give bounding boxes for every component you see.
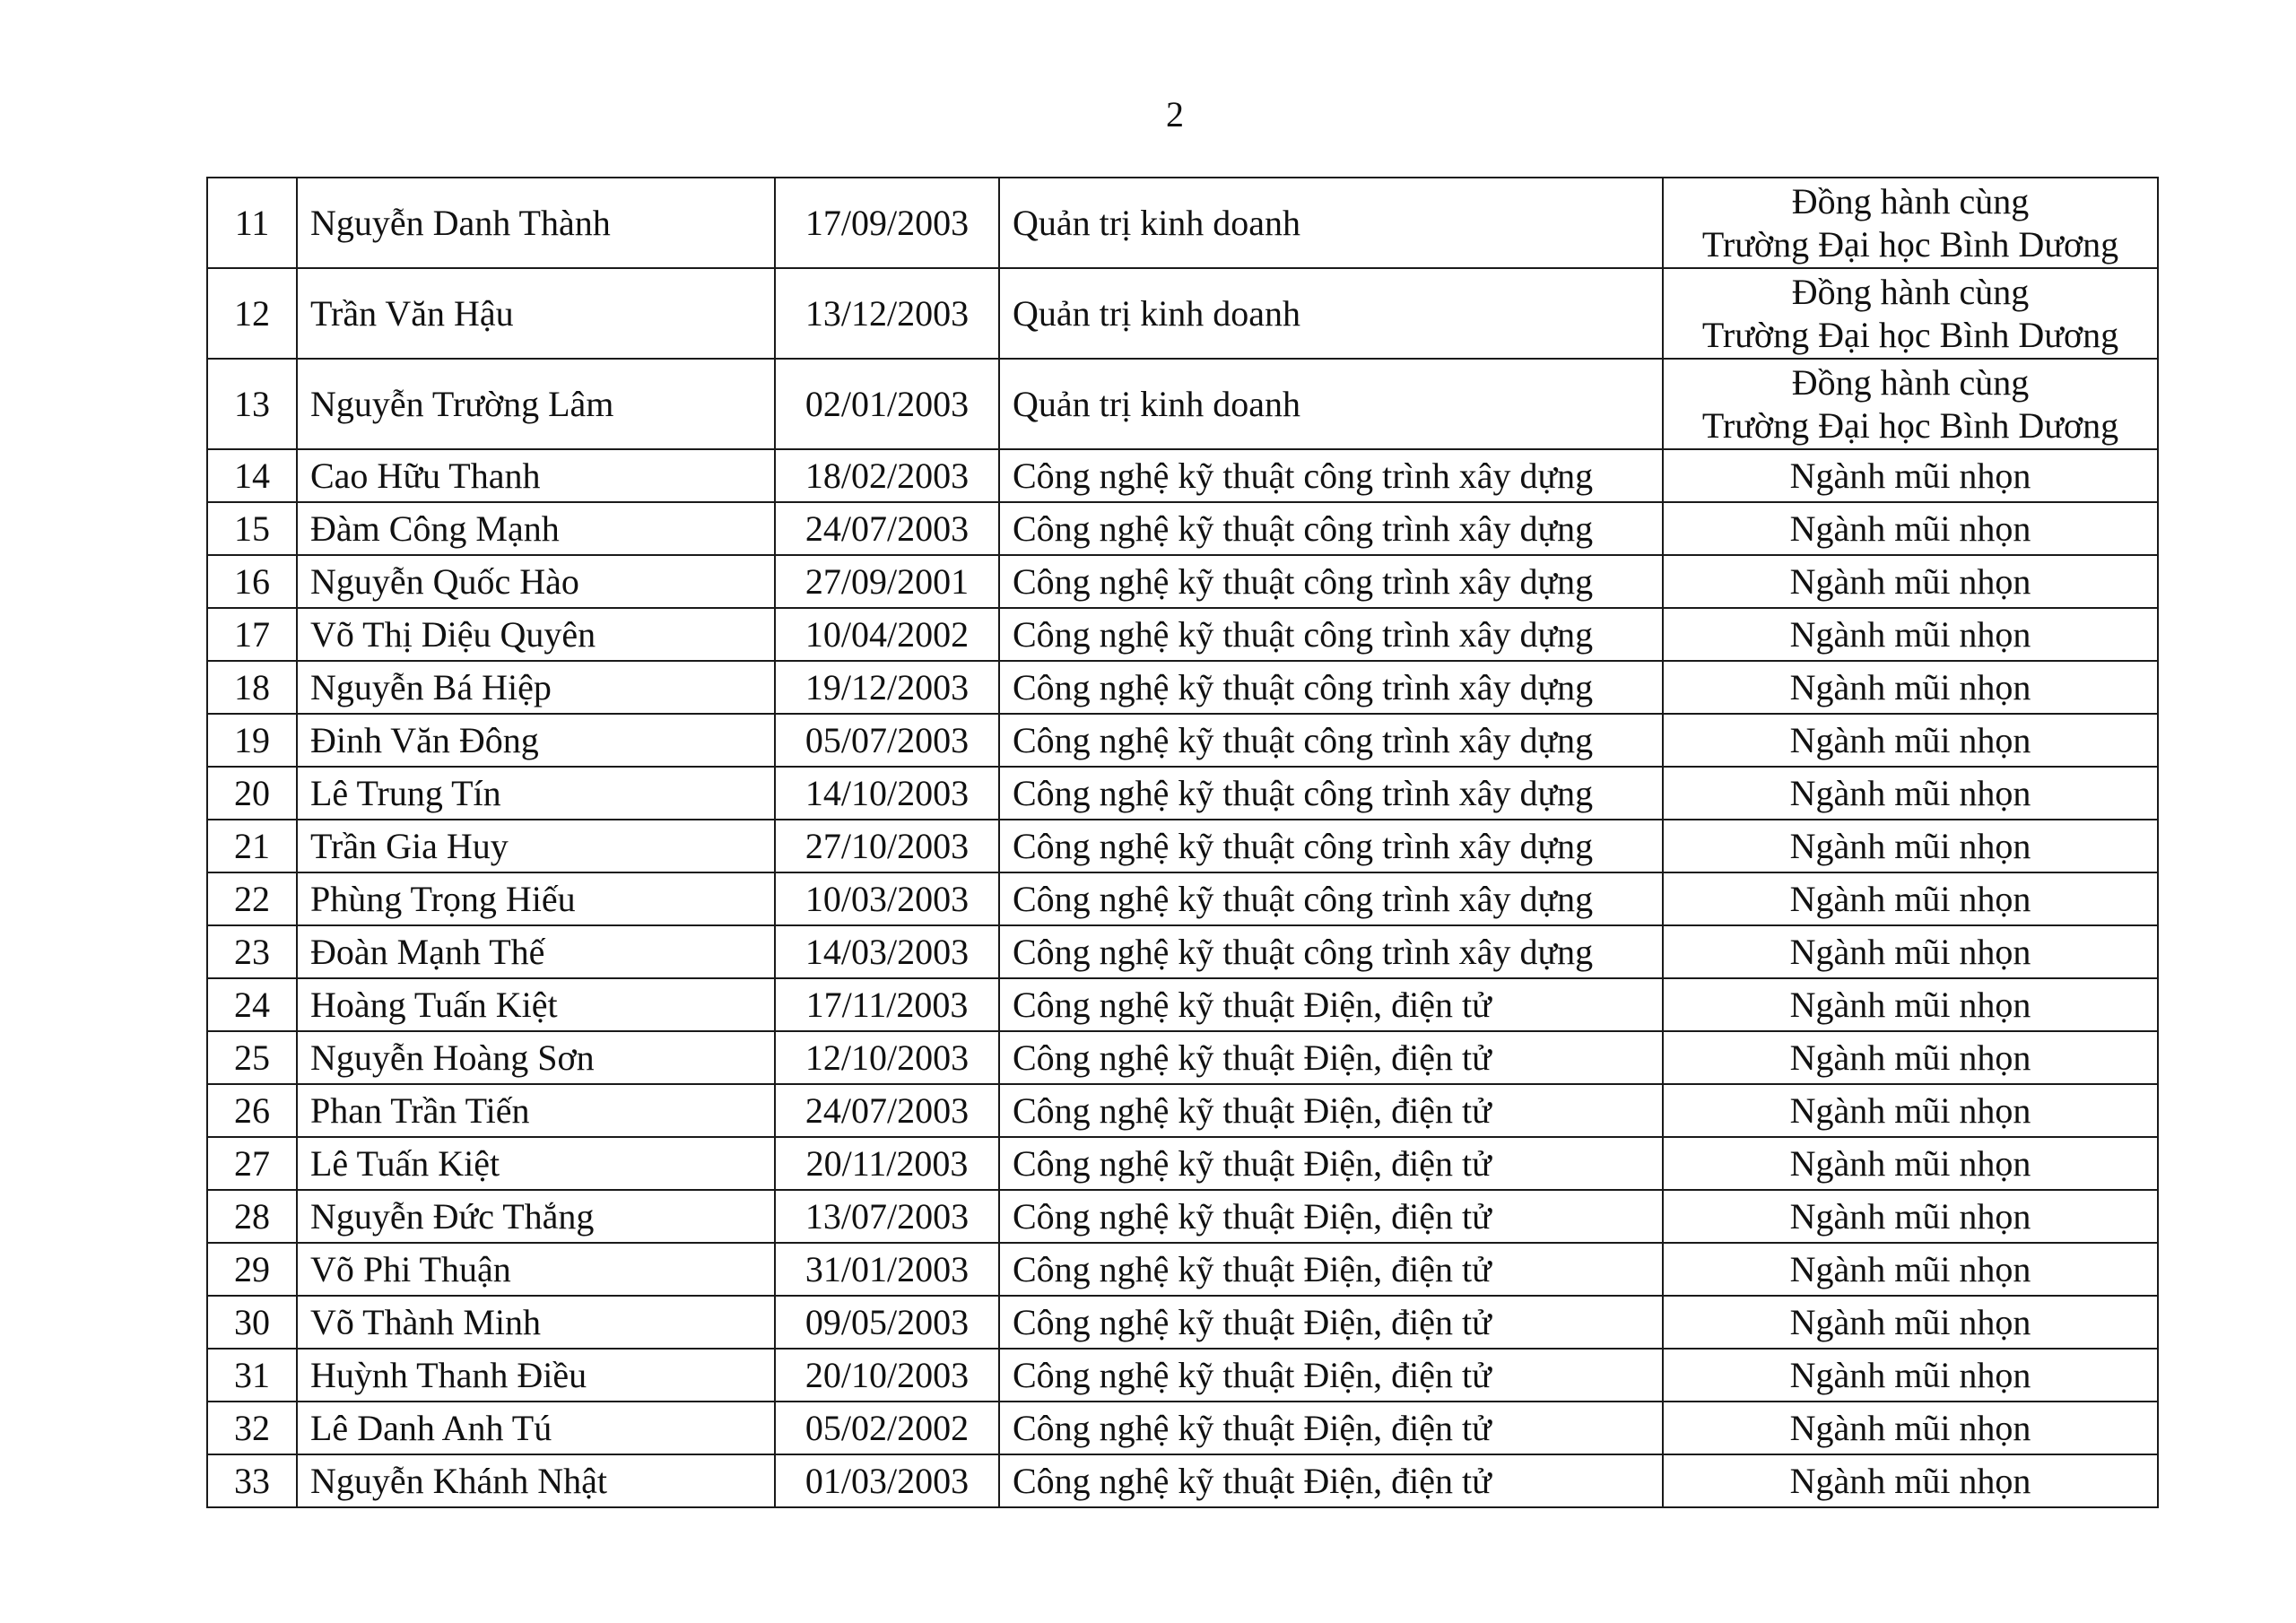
table-row [207,767,2158,820]
table-row [207,555,2158,608]
note-line-2: Trường Đại học Bình Dương [1701,223,2119,265]
student-table-body [207,178,2158,1507]
date-of-birth: 05/02/2002 [775,1402,999,1454]
major: Công nghệ kỹ thuật Điện, điện tử [999,1084,1663,1137]
note: Ngành mũi nhọn [1663,820,2158,872]
note: Ngành mũi nhọn [1663,1296,2158,1349]
note: Ngành mũi nhọn [1663,661,2158,714]
row-number: 13 [207,359,297,449]
row-number: 29 [207,1243,297,1296]
major: Quản trị kinh doanh [999,268,1663,359]
row-number: 19 [207,714,297,767]
table-row [207,1243,2158,1296]
page-number: 2 [1166,94,1184,135]
date-of-birth: 05/07/2003 [775,714,999,767]
note-line-1: Đồng hành cùng [1791,271,2030,312]
table-row [207,661,2158,714]
note: Ngành mũi nhọn [1663,449,2158,502]
student-name: Nguyễn Quốc Hào [297,555,775,608]
table-row [207,872,2158,925]
date-of-birth: 27/09/2001 [775,555,999,608]
student-name: Trần Văn Hậu [297,268,775,359]
student-name: Phan Trần Tiến [297,1084,775,1137]
student-name: Cao Hữu Thanh [297,449,775,502]
row-number: 16 [207,555,297,608]
student-name: Nguyễn Danh Thành [297,178,775,268]
table-row [207,1190,2158,1243]
row-number: 15 [207,502,297,555]
major: Công nghệ kỹ thuật công trình xây dựng [999,608,1663,661]
table-row [207,1084,2158,1137]
row-number: 30 [207,1296,297,1349]
note: Ngành mũi nhọn [1663,608,2158,661]
note: Ngành mũi nhọn [1663,714,2158,767]
row-number: 23 [207,925,297,978]
row-number: 11 [207,178,297,268]
major: Công nghệ kỹ thuật Điện, điện tử [999,1190,1663,1243]
table-row [207,1349,2158,1402]
row-number: 22 [207,872,297,925]
major: Công nghệ kỹ thuật Điện, điện tử [999,1137,1663,1190]
note: Ngành mũi nhọn [1663,1084,2158,1137]
student-name: Đàm Công Mạnh [297,502,775,555]
major: Công nghệ kỹ thuật Điện, điện tử [999,978,1663,1031]
note-line-1: Đồng hành cùng [1791,180,2030,221]
note: Ngành mũi nhọn [1663,767,2158,820]
note: Ngành mũi nhọn [1663,1031,2158,1084]
row-number: 14 [207,449,297,502]
student-name: Lê Trung Tín [297,767,775,820]
note: Ngành mũi nhọn [1663,1349,2158,1402]
major: Quản trị kinh doanh [999,178,1663,268]
major: Công nghệ kỹ thuật Điện, điện tử [999,1349,1663,1402]
student-name: Lê Danh Anh Tú [297,1402,775,1454]
date-of-birth: 13/07/2003 [775,1190,999,1243]
student-table [206,177,2159,1508]
major: Công nghệ kỹ thuật công trình xây dựng [999,925,1663,978]
table-row [207,268,2158,359]
major: Công nghệ kỹ thuật công trình xây dựng [999,555,1663,608]
note-line-2: Trường Đại học Bình Dương [1701,314,2119,355]
table-row [207,608,2158,661]
major: Công nghệ kỹ thuật công trình xây dựng [999,449,1663,502]
row-number: 12 [207,268,297,359]
note [1663,359,2158,449]
date-of-birth: 24/07/2003 [775,1084,999,1137]
student-name: Huỳnh Thanh Điều [297,1349,775,1402]
date-of-birth: 20/11/2003 [775,1137,999,1190]
note: Ngành mũi nhọn [1663,1454,2158,1507]
major: Công nghệ kỹ thuật công trình xây dựng [999,767,1663,820]
student-name: Hoàng Tuấn Kiệt [297,978,775,1031]
date-of-birth: 14/10/2003 [775,767,999,820]
date-of-birth: 12/10/2003 [775,1031,999,1084]
table-row [207,978,2158,1031]
table-row [207,1454,2158,1507]
row-number: 25 [207,1031,297,1084]
row-number: 21 [207,820,297,872]
note: Ngành mũi nhọn [1663,1243,2158,1296]
table-row [207,925,2158,978]
student-name: Phùng Trọng Hiếu [297,872,775,925]
date-of-birth: 20/10/2003 [775,1349,999,1402]
major: Công nghệ kỹ thuật Điện, điện tử [999,1031,1663,1084]
date-of-birth: 02/01/2003 [775,359,999,449]
major: Quản trị kinh doanh [999,359,1663,449]
date-of-birth: 13/12/2003 [775,268,999,359]
note: Ngành mũi nhọn [1663,555,2158,608]
student-name: Nguyễn Bá Hiệp [297,661,775,714]
table-row [207,1031,2158,1084]
date-of-birth: 01/03/2003 [775,1454,999,1507]
date-of-birth: 17/11/2003 [775,978,999,1031]
date-of-birth: 31/01/2003 [775,1243,999,1296]
table-row [207,178,2158,268]
date-of-birth: 10/03/2003 [775,872,999,925]
note: Ngành mũi nhọn [1663,1137,2158,1190]
table-row [207,1402,2158,1454]
date-of-birth: 24/07/2003 [775,502,999,555]
major: Công nghệ kỹ thuật công trình xây dựng [999,661,1663,714]
student-name: Võ Phi Thuận [297,1243,775,1296]
row-number: 33 [207,1454,297,1507]
note: Ngành mũi nhọn [1663,1190,2158,1243]
major: Công nghệ kỹ thuật công trình xây dựng [999,820,1663,872]
major: Công nghệ kỹ thuật công trình xây dựng [999,872,1663,925]
table-row [207,449,2158,502]
table-row [207,1137,2158,1190]
student-name: Đoàn Mạnh Thế [297,925,775,978]
student-name: Nguyễn Khánh Nhật [297,1454,775,1507]
row-number: 32 [207,1402,297,1454]
date-of-birth: 19/12/2003 [775,661,999,714]
note: Ngành mũi nhọn [1663,978,2158,1031]
table-row [207,502,2158,555]
row-number: 18 [207,661,297,714]
note: Ngành mũi nhọn [1663,925,2158,978]
note [1663,268,2158,359]
date-of-birth: 14/03/2003 [775,925,999,978]
student-name: Nguyễn Hoàng Sơn [297,1031,775,1084]
note: Ngành mũi nhọn [1663,1402,2158,1454]
student-name: Trần Gia Huy [297,820,775,872]
note [1663,178,2158,268]
major: Công nghệ kỹ thuật công trình xây dựng [999,502,1663,555]
date-of-birth: 09/05/2003 [775,1296,999,1349]
row-number: 17 [207,608,297,661]
student-name: Võ Thị Diệu Quyên [297,608,775,661]
major: Công nghệ kỹ thuật Điện, điện tử [999,1243,1663,1296]
note: Ngành mũi nhọn [1663,872,2158,925]
table-row [207,714,2158,767]
student-name: Võ Thành Minh [297,1296,775,1349]
row-number: 20 [207,767,297,820]
date-of-birth: 17/09/2003 [775,178,999,268]
student-name: Nguyễn Trường Lâm [297,359,775,449]
student-name: Lê Tuấn Kiệt [297,1137,775,1190]
table-row [207,359,2158,449]
note-line-1: Đồng hành cùng [1791,361,2030,403]
date-of-birth: 27/10/2003 [775,820,999,872]
note: Ngành mũi nhọn [1663,502,2158,555]
student-name: Đinh Văn Đông [297,714,775,767]
row-number: 31 [207,1349,297,1402]
row-number: 24 [207,978,297,1031]
row-number: 27 [207,1137,297,1190]
major: Công nghệ kỹ thuật Điện, điện tử [999,1296,1663,1349]
major: Công nghệ kỹ thuật Điện, điện tử [999,1402,1663,1454]
table-row [207,1296,2158,1349]
table-row [207,820,2158,872]
row-number: 28 [207,1190,297,1243]
date-of-birth: 10/04/2002 [775,608,999,661]
date-of-birth: 18/02/2003 [775,449,999,502]
student-name: Nguyễn Đức Thắng [297,1190,775,1243]
major: Công nghệ kỹ thuật Điện, điện tử [999,1454,1663,1507]
note-line-2: Trường Đại học Bình Dương [1701,404,2119,446]
major: Công nghệ kỹ thuật công trình xây dựng [999,714,1663,767]
row-number: 26 [207,1084,297,1137]
